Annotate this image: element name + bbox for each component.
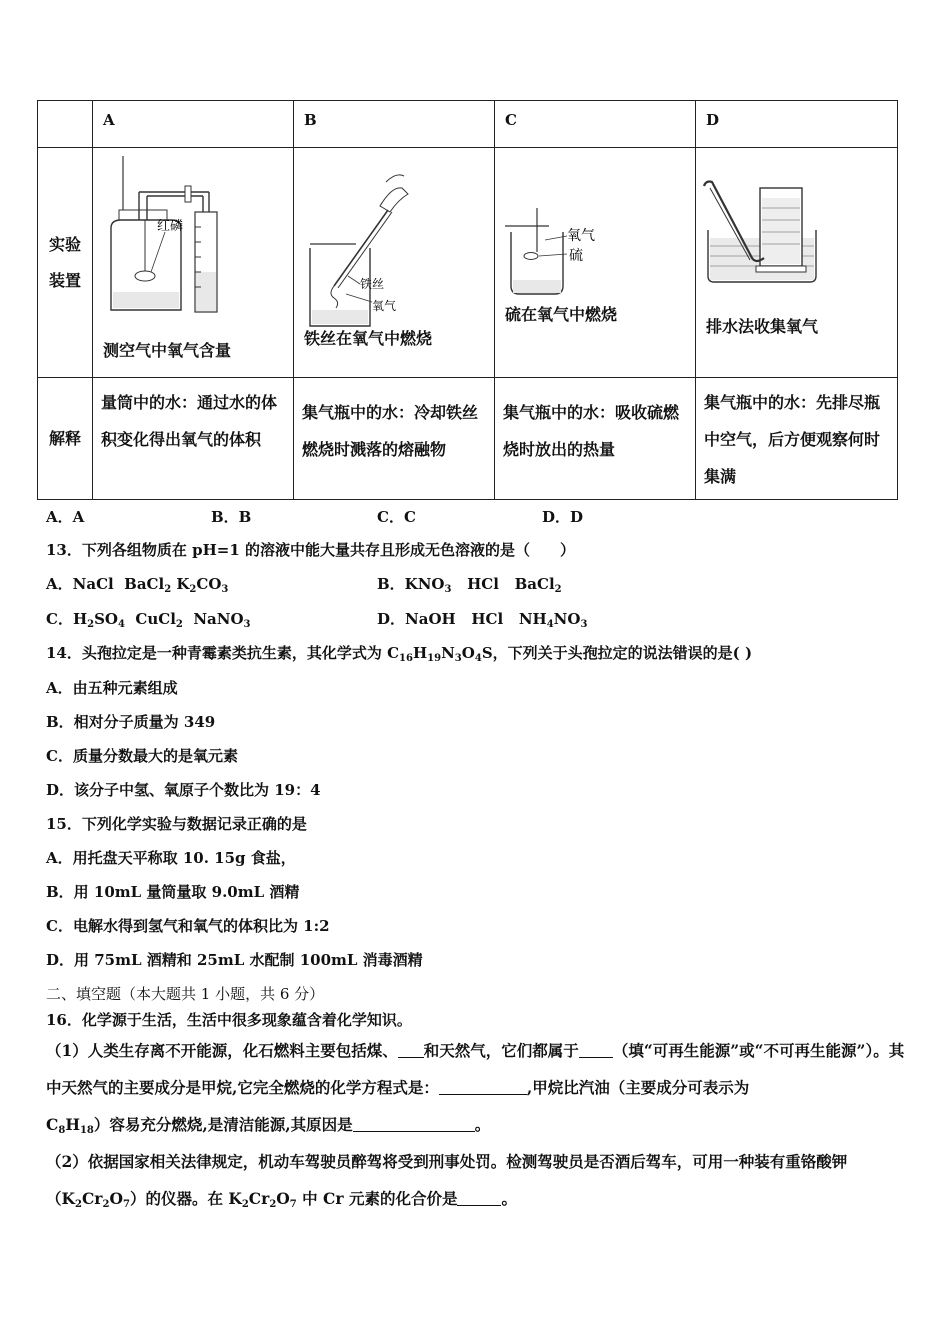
explanation-a: 量筒中的水：通过水的体积变化得出氧气的体积 <box>93 378 294 500</box>
header-d: D <box>696 101 898 148</box>
blank-valence[interactable] <box>457 1191 501 1206</box>
q15-option-b: B．用 10mL 量筒量取 9.0mL 酒精 <box>46 883 300 901</box>
apparatus-c <box>495 148 696 378</box>
q16-part2: （2）依据国家相关法律规定，机动车驾驶员醉驾将受到刑事处罚。检测驾驶员是否酒后驾车，可用一种装有重铬酸钾$(K_2Cr_2O_7)$的仪器。在 $K_2Cr_2O_7$ 中 Cr 元素的化合价是 。 <box>46 1152 848 1210</box>
q16-part1: （1）人类生存离不开能源，化石燃料主要包括煤、 和天然气，它们都属于 （填“可再生能源”或“不可再生能源”）。其中天然气的主要成分是甲烷,它完全燃烧的化学方程式是： ,甲烷比汽油（主要成分可表示为 $C_8H_{18}$）容易充分燃烧,是清洁能源,其原因是 。 <box>46 1041 905 1136</box>
q12-option-b: B．B <box>211 508 252 526</box>
explanation-c: 集气瓶中的水：吸收硫燃烧时放出的热量 <box>495 378 696 500</box>
header-empty <box>38 101 93 148</box>
caption-d: 排水法收集氧气 <box>706 317 819 336</box>
svg-text:硫: 硫 <box>569 248 583 264</box>
svg-text:氧气: 氧气 <box>372 299 397 313</box>
q16-stem: 16．化学源于生活，生活中很多现象蕴含着化学知识。 <box>46 1011 412 1029</box>
q15-stem: 15．下列化学实验与数据记录正确的是 <box>46 815 307 833</box>
header-b: B <box>294 101 495 148</box>
q15-option-d: D．用 75mL 酒精和 25mL 水配制 100mL 消毒酒精 <box>46 951 423 969</box>
blank-reason[interactable] <box>353 1117 475 1132</box>
caption-a: 测空气中氧气含量 <box>103 341 232 360</box>
q12-option-a: A．A <box>46 508 85 526</box>
q14-option-d: D．该分子中氢、氧原子个数比为 19：4 <box>46 781 321 799</box>
table-header-row <box>38 101 898 148</box>
q13-option-b: B．$KNO_3$ HCl BaCl$_2$ <box>377 575 562 595</box>
oxygen-content-apparatus-diagram <box>99 152 289 322</box>
apparatus-a <box>93 148 294 378</box>
apparatus-b <box>294 148 495 378</box>
svg-text:红磷: 红磷 <box>157 219 184 234</box>
q14-option-c: C．质量分数最大的是氧元素 <box>46 747 238 765</box>
apparatus-row <box>38 148 898 378</box>
sulfur-burning-diagram <box>501 206 691 306</box>
iron-wire-burning-diagram <box>300 166 490 336</box>
explanation-row <box>38 378 898 500</box>
blank-energy-type[interactable] <box>579 1043 613 1058</box>
blank-equation[interactable] <box>439 1080 527 1095</box>
q15-option-c: C．电解水得到氢气和氧气的体积比为 1:2 <box>46 917 330 935</box>
q13-stem: 13．下列各组物质在 pH=1 的溶液中能大量共存且形成无色溶液的是（ ） <box>46 541 575 559</box>
caption-b: 铁丝在氧气中燃烧 <box>304 329 433 348</box>
section-two-heading: 二、填空题（本大题共 1 小题，共 6 分） <box>46 985 325 1003</box>
water-displacement-diagram <box>702 178 892 288</box>
explanation-d: 集气瓶中的水：先排尽瓶中空气，后方便观察何时集满 <box>696 378 898 500</box>
q12-option-d: D．D <box>542 508 584 526</box>
q13-option-c: C．$H_2SO_4$ CuCl$_2$ NaNO$_3$ <box>46 610 251 630</box>
q13-option-d: D．NaOH HCl $NH_4NO_3$ <box>377 610 588 630</box>
svg-text:铁丝: 铁丝 <box>360 277 385 291</box>
header-a: A <box>93 101 294 148</box>
explanation-b: 集气瓶中的水：冷却铁丝燃烧时溅落的熔融物 <box>294 378 495 500</box>
q14-option-b: B．相对分子质量为 349 <box>46 713 216 731</box>
svg-text:氧气: 氧气 <box>567 228 595 244</box>
row-label-apparatus: 实验 装置 <box>38 148 93 378</box>
q12-option-c: C．C <box>377 508 416 526</box>
q14-stem: 14．头孢拉定是一种青霉素类抗生素，其化学式为 $C_{16}H_{19}N_3O_4S$，下列关于头孢拉定的说法错误的是( ) <box>46 644 753 664</box>
q15-option-a: A．用托盘天平称取 10. 15g 食盐， <box>46 849 296 867</box>
blank-fuel[interactable] <box>398 1043 424 1058</box>
caption-c: 硫在氧气中燃烧 <box>505 305 618 324</box>
q13-option-a: A．NaCl BaCl$_2$ $K_2CO_3$ <box>46 575 229 595</box>
q14-option-a: A．由五种元素组成 <box>46 679 178 697</box>
header-c: C <box>495 101 696 148</box>
apparatus-d <box>696 148 898 378</box>
row-label-explain: 解释 <box>38 378 93 500</box>
experiment-table <box>37 100 898 500</box>
